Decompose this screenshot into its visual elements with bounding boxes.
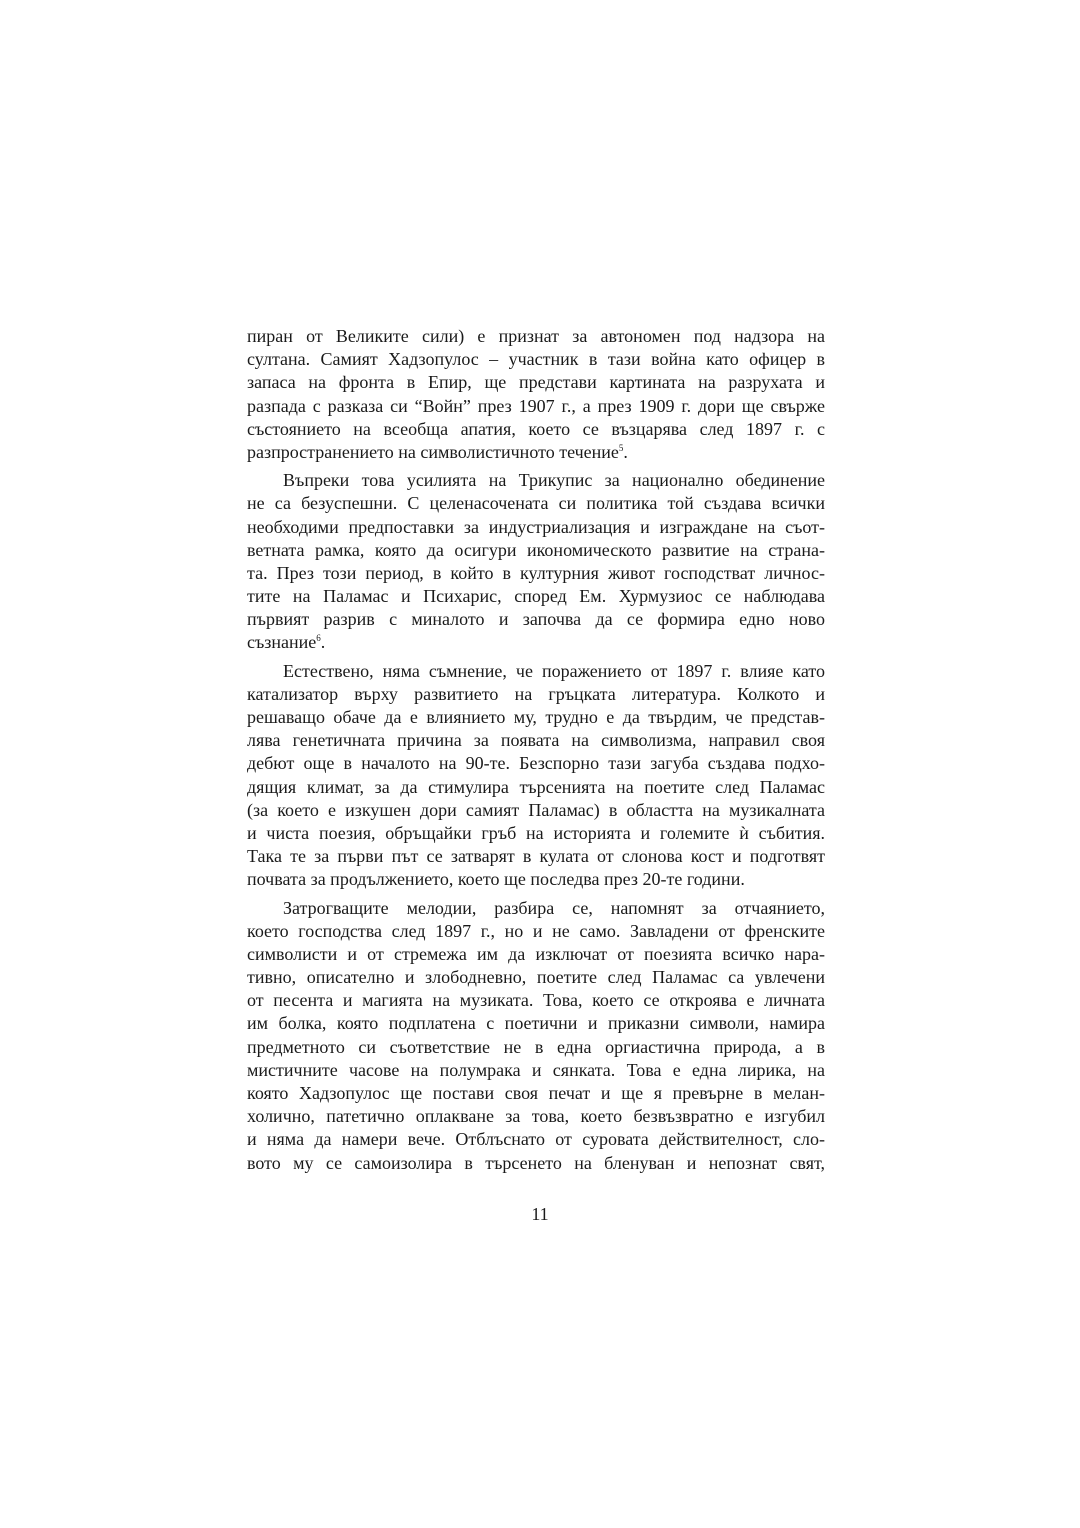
text-line: султана. Самият Хадзопулос – участник в тази война като офицер в (247, 349, 825, 370)
text-line: катализатор върху развитието на гръцката литература. Колкото и (247, 683, 825, 704)
text-line: мистичните часове на полумрака и сянката. Това е една лирика, на (247, 1059, 825, 1080)
text-line: която Хадзопулос ще постави своя печат и ще я превърне в мелан- (247, 1083, 825, 1103)
text-line: тивно, описателно и злободневно, поетите след Паламас са увлечени (247, 967, 825, 988)
text-line: пиран от Великите сили) е признат за автономен под надзора на (247, 326, 825, 346)
paragraph (247, 469, 825, 655)
text-line: и няма да намери вече. Отблъснато от суровата действителност, сло- (247, 1129, 825, 1150)
text-line: дебют още в началото на 90-те. Безспорно тази загуба създава подхо- (247, 753, 825, 774)
text-line: от песента и магията на музиката. Това, което се откроява е личната (247, 990, 825, 1011)
text-line: разпространението на символистичното течение$^5$. (247, 441, 628, 462)
text-line: (за което е изкушен дори самият Паламас) в областта на музикалната (247, 799, 825, 820)
text-line: ветната рамка, която да осигури икономическото развитие на страна- (247, 539, 825, 560)
text-line: първият разрив с миналото и започва да се формира едно ново (247, 609, 825, 630)
body-text (247, 325, 825, 1175)
text-line: Така те за първи път се затварят в кулата от слонова кост и подготвят (247, 846, 825, 867)
footnote-marker[interactable]: 6 (316, 633, 321, 644)
text-line: холично, патетично оплакване за това, което безвъзвратно е изгубил (247, 1106, 825, 1127)
text-line: запаса на фронта в Епир, ще представи картината на разрухата и (247, 372, 825, 393)
text-line: съзнание$^6$. (247, 632, 326, 653)
paragraph (247, 325, 825, 464)
text-line: не са безуспешни. С целенасочената си политика той създава всички (247, 493, 825, 514)
text-line: почвата за продължението, което ще последва през 20-те години. (247, 869, 745, 890)
text-line: Естествено, няма съмнение, че поражението от 1897 г. влияе като (283, 660, 825, 681)
text-line: необходими предпоставки за индустриализация и изграждане на съот- (247, 516, 825, 537)
text-line: лява генетичната причина за появата на символизма, направил своя (247, 730, 825, 751)
text-line: символисти и от стремежа им да изключат от поезията всичко нара- (247, 943, 825, 964)
text-line: състоянието на всеобща апатия, което се възцарява след 1897 г. с (247, 418, 825, 439)
text-line: Затрогващите мелодии, разбира се, напомнят за отчаянието, (283, 897, 825, 918)
text-line: решаващо обаче да е влиянието му, трудно е да твърдим, че представ- (247, 707, 825, 727)
text-line: та. През този период, в който в културния живот господстват личнос- (247, 562, 825, 583)
text-line: което господства след 1897 г., но и не само. Завладени от френските (247, 920, 825, 941)
text-line: предметното си съответствие не в една оргиастична природа, а в (247, 1036, 825, 1057)
text-line: дящия климат, за да стимулира търсенията на поетите след Паламас (247, 776, 825, 797)
text-line: им болка, която подплатена с поетични и приказни символи, намира (247, 1013, 825, 1034)
paragraph (247, 897, 825, 1175)
page-number: 11 (531, 1204, 549, 1224)
text-line: разпада с разказа си “Войн” през 1907 г., а през 1909 г. дори ще свърже (247, 395, 825, 416)
footnote-marker[interactable]: 5 (618, 442, 624, 453)
text-line: Въпреки това усилията на Трикупис за национално обединение (283, 470, 825, 491)
text-line: тите на Паламас и Психарис, според Ем. Хурмузиос се наблюдава (247, 586, 825, 607)
text-line: вото му се самоизолира в търсенето на бленуван и непознат свят, (247, 1152, 825, 1173)
paragraph (247, 660, 825, 892)
text-line: и чиста поезия, обръщайки гръб на историята и големите ѝ събития. (247, 822, 825, 843)
